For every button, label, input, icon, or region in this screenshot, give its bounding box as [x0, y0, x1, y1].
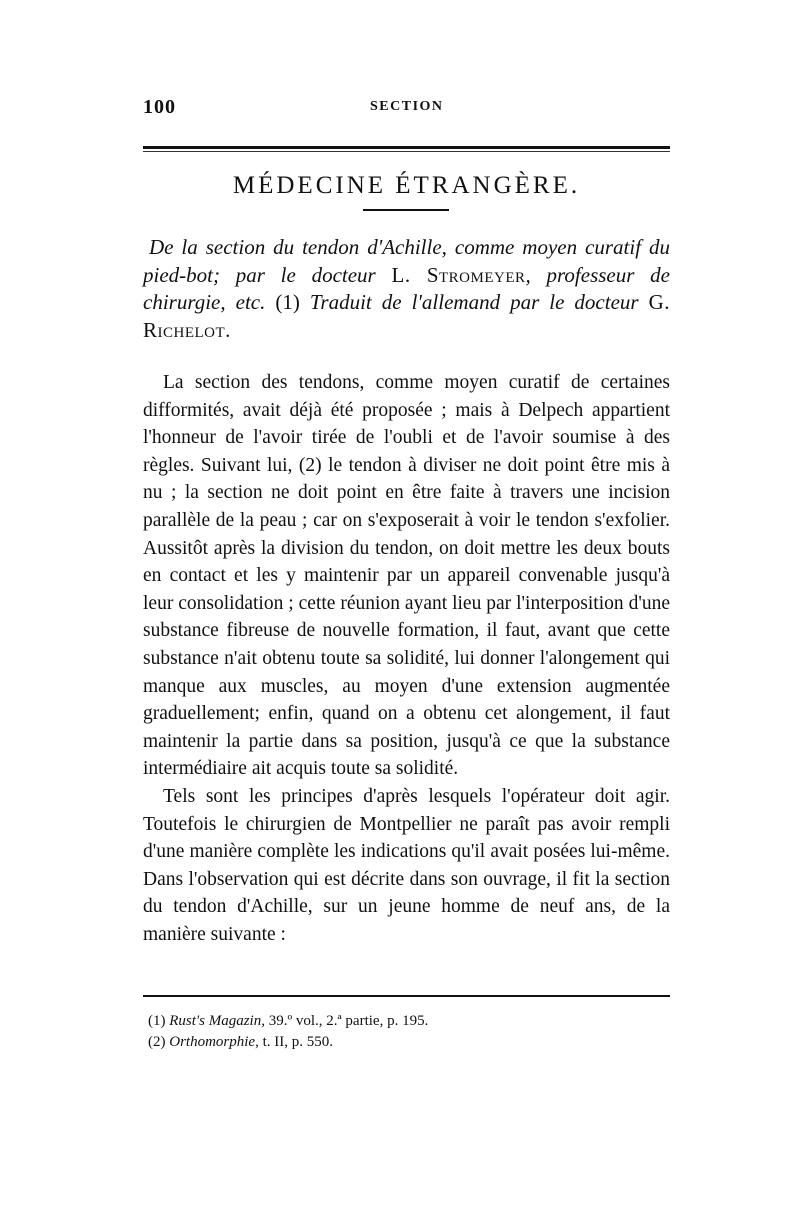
- footnote-1-details: , 39.º vol., 2.ª partie, p. 195.: [261, 1013, 429, 1029]
- footnote-2-marker: (2): [148, 1034, 166, 1050]
- page-number: 100: [143, 96, 176, 118]
- footnote-1-marker: (1): [148, 1013, 166, 1029]
- footnote-ref-1: (1): [275, 290, 300, 314]
- footnote-1-source: Rust's Magazin: [169, 1013, 262, 1029]
- footnote-2-source: Orthomorphie: [169, 1034, 256, 1050]
- title-rule: [363, 209, 449, 211]
- footnotes: [148, 1011, 668, 1053]
- footnote-rule: [143, 995, 670, 997]
- article-heading: [143, 234, 670, 344]
- paragraph-1: La section des tendons, comme moyen curatif de certaines difformités, avait déjà été proposée ; mais à Delpech appartient l'honneur de l'avoir tirée de l'oubli et de l'avoir soumise à des règles. Suivant lui, (2) le tendon à diviser ne doit point être mis à nu ; la section ne doit point en être faite à travers une incision parallèle de la peau ; car on s'exposerait à voir le tendon s'exfolier. Aussitôt après la division du tendon, on doit mettre les deux bouts en contact et les y maintenir par un appareil convenable jusqu'à leur consolidation ; cette réunion ayant lieu par l'interposition d'une substance fibreuse de nouvelle formation, il faut, avant que cette substance n'ait obtenu toute sa solidité, lui donner l'alongement qui manque aux muscles, au moyen d'une extension augmentée graduellement; enfin, quand on a obtenu cet alongement, il faut maintenir la partie dans sa position, jusqu'à ce que la substance intermédiaire ait acquis toute sa solidité.: [143, 372, 670, 780]
- article-title-part3: Traduit de l'allemand par le docteur: [299, 290, 649, 314]
- paragraph-2: Tels sont les principes d'après lesquels l'opérateur doit agir. Toutefois le chirurgien de Montpellier ne paraît pas avoir rempli d'une manière complète les indications qu'il avait posées lui-même. Dans l'observation qui est décrite dans son ouvrage, il fit la section du tendon d'Achille, sur un jeune homme de neuf ans, de la manière suivante :: [143, 785, 670, 945]
- footnote-2: [148, 1032, 668, 1053]
- section-title: MÉDECINE ÉTRANGÈRE.: [232, 172, 581, 199]
- footnote-2-details: , t. II, p. 550.: [255, 1034, 334, 1050]
- article-title-part2: , professeur de chirurgie, etc.: [143, 262, 671, 314]
- translator-name: G. Richelot: [143, 290, 670, 342]
- heading-end: .: [225, 317, 231, 342]
- author-name: L. Stromeyer: [391, 262, 526, 287]
- page-header: [143, 96, 670, 120]
- body-text: [143, 369, 670, 948]
- footnote-1: [148, 1011, 668, 1032]
- header-rule: [143, 146, 670, 152]
- article-title-part1: De la section du tendon d'Achille, comme moyen curatif du pied-bot; par le docteur: [143, 235, 670, 287]
- running-head: SECTION: [370, 99, 444, 114]
